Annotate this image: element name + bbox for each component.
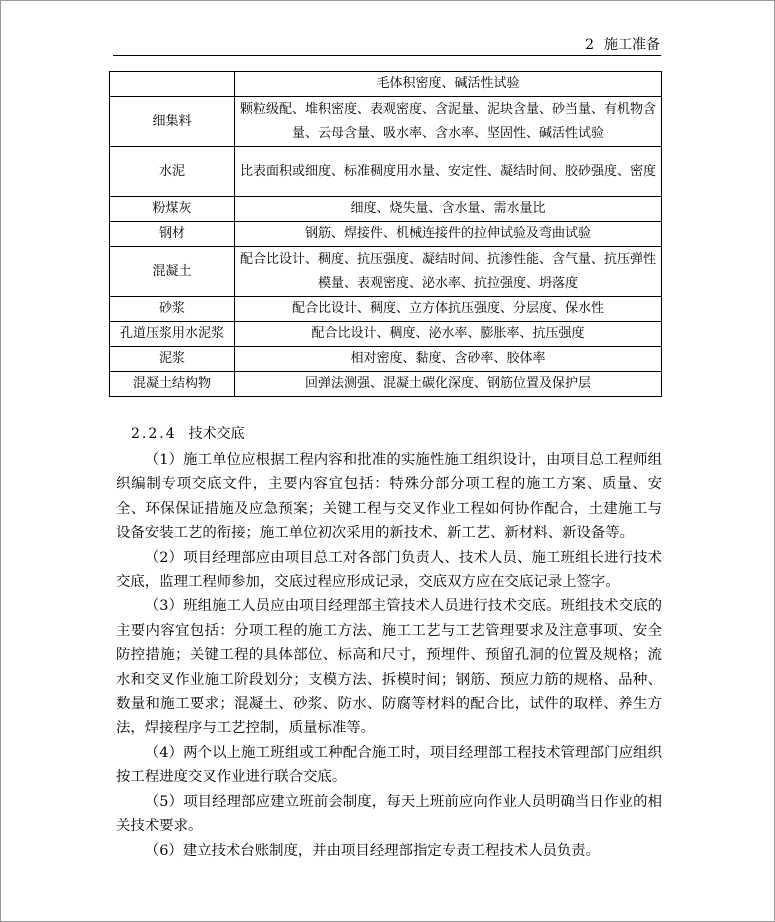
section-heading <box>131 423 245 443</box>
table-row <box>110 372 662 397</box>
table-row <box>110 222 662 247</box>
paragraph: （4）两个以上施工班组或工种配合施工时，项目经理部工程技术管理部门应组织按工程进度交叉作业进行联合交底。 <box>116 744 662 786</box>
paragraph: （1）施工单位应根据工程内容和批准的实施性施工组织设计，由项目总工程师组织编制专项交底文件，主要内容宜包括：特殊分部分项工程的施工方案、质量、安全、环保保证措施及应急预案；关键工程与交叉作业工程如何协作配合，土建施工与设备安装工艺的衔接；施工单位初次采用的新技术、新工艺、新材料、新设备等。 <box>116 452 662 542</box>
test-items-table <box>109 71 662 397</box>
material-cell: 粉煤灰 <box>110 197 235 222</box>
paragraph: （3）班组施工人员应由项目经理部主管技术人员进行技术交底。班组技术交底的主要内容宜包括：分项工程的施工方法、施工工艺与工艺管理要求及注意事项、安全防控措施；关键工程的具体部位、标高和尺寸，预埋件、预留孔洞的位置及规格；流水和交叉作业施工阶段划分；支模方法、拆模时间；钢筋、预应力筋的规格、品种、数量和施工要求；混凝土、砂浆、防水、防腐等材料的配合比，试件的取样、养生方法，焊接程序与工艺控制，质量标准等。 <box>116 598 662 737</box>
test-items-cell: 相对密度、黏度、含砂率、胶体率 <box>235 347 662 372</box>
test-items-cell: 回弹法测强、混凝土碳化深度、钢筋位置及保护层 <box>235 372 662 397</box>
material-cell: 水泥 <box>110 147 235 197</box>
test-items-cell: 配合比设计、稠度、泌水率、膨胀率、抗压强度 <box>235 322 662 347</box>
table-row <box>110 347 662 372</box>
test-items-cell: 比表面积或细度、标准稠度用水量、安定性、凝结时间、胶砂强度、密度 <box>235 147 662 197</box>
section-body <box>116 448 662 863</box>
material-cell: 混凝土 <box>110 247 235 297</box>
header-rule <box>113 55 661 56</box>
material-cell: 泥浆 <box>110 347 235 372</box>
paragraph: （6）建立技术台账制度，并由项目经理部指定专责工程技术人员负责。 <box>144 842 601 859</box>
section-number: 2.2.4 <box>131 426 177 442</box>
running-header <box>113 36 660 54</box>
material-cell: 混凝土结构物 <box>110 372 235 397</box>
table-row <box>110 97 662 147</box>
material-cell: 钢材 <box>110 222 235 247</box>
chapter-title: 施工准备 <box>604 37 660 53</box>
paragraph: （5）项目经理部应建立班前会制度，每天上班前应向作业人员明确当日作业的相关技术要求。 <box>116 793 662 835</box>
table-row <box>110 247 662 297</box>
material-cell: 孔道压浆用水泥浆 <box>110 322 235 347</box>
material-cell: 砂浆 <box>110 297 235 322</box>
chapter-number: 2 <box>585 37 594 53</box>
test-items-cell: 配合比设计、稠度、抗压强度、凝结时间、抗渗性能、含气量、抗压弹性模量、表观密度、泌水率、抗拉强度、坍落度 <box>235 247 662 297</box>
section-title: 技术交底 <box>188 426 245 442</box>
table-row <box>110 72 662 97</box>
table-row <box>110 297 662 322</box>
test-items-cell: 钢筋、焊接件、机械连接件的拉伸试验及弯曲试验 <box>235 222 662 247</box>
table-row <box>110 147 662 197</box>
paragraph: （2）项目经理部应由项目总工对各部门负责人、技术人员、施工班组长进行技术交底，监理工程师参加，交底过程应形成记录，交底双方应在交底记录上签字。 <box>116 549 662 591</box>
table-row <box>110 197 662 222</box>
material-cell <box>110 72 235 97</box>
material-cell: 细集料 <box>110 97 235 147</box>
table-row <box>110 322 662 347</box>
test-items-cell: 配合比设计、稠度、立方体抗压强度、分层度、保水性 <box>235 297 662 322</box>
test-items-cell: 细度、烧失量、含水量、需水量比 <box>235 197 662 222</box>
test-items-cell: 颗粒级配、堆积密度、表观密度、含泥量、泥块含量、砂当量、有机物含量、云母含量、吸水率、含水率、坚固性、碱活性试验 <box>235 97 662 147</box>
test-items-cell: 毛体积密度、碱活性试验 <box>235 72 662 97</box>
